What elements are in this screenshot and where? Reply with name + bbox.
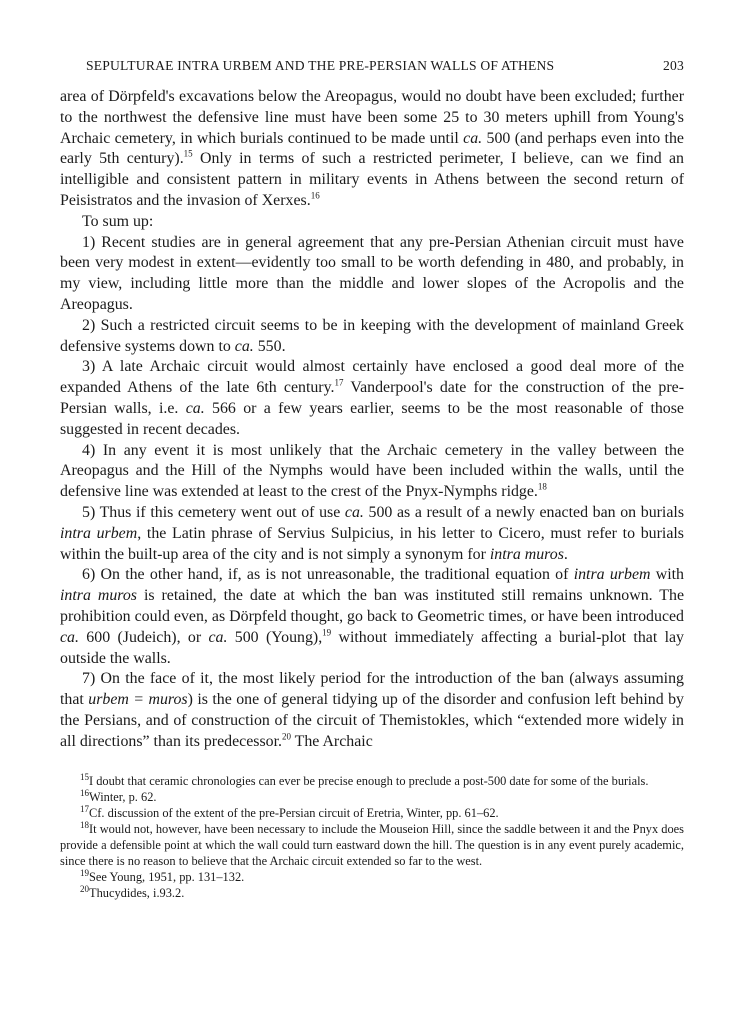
body-text xyxy=(60,87,684,753)
footnote: $^{15}$I doubt that ceramic chronologies can ever be precise enough to preclude a post-500 date for some of the burials. xyxy=(80,771,649,788)
running-title: SEPULTURAE INTRA URBEM AND THE PRE-PERSIAN WALLS OF ATHENS xyxy=(86,58,555,73)
running-head xyxy=(60,58,684,74)
footnote: $^{20}$Thucydides, i.93.2. xyxy=(80,883,185,900)
footnote: $^{18}$It would not, however, have been necessary to include the Mouseion Hill, since the saddle between it and the Pnyx does provide a defensible point at which the wall could turn eastward down the hill. The question is in any event purely academic, since there is no reason to believe that the Archaic circuit extended so far to the west. xyxy=(60,819,684,868)
footnotes xyxy=(60,773,684,901)
footnote-ref-17: 17 xyxy=(334,377,344,388)
footnote: $^{17}$Cf. discussion of the extent of the pre-Persian circuit of Eretria, Winter, pp. 61–62. xyxy=(80,803,499,820)
footnote-ref-18: 18 xyxy=(537,481,547,492)
paragraph-point-3: 3) A late Archaic circuit would almost certainly have enclosed a good deal more of the expanded Athens of the late 6th century.$^{17}$ Vanderpool's date for the construction of the pre-Persian walls, i.e. ca. 566 or a few years earlier, seems to be the most reasonable of those suggested in recent decades. xyxy=(60,358,684,438)
paragraph-point-1: 1) Recent studies are in general agreement that any pre-Persian Athenian circuit must have been very modest in extent—evidently too small to be worth defending in 480, and probably, in my view, including little more than the middle and lower slopes of the Acropolis and the Areopagus. xyxy=(60,233,684,313)
page xyxy=(60,58,684,901)
paragraph-point-6: 6) On the other hand, if, as is not unreasonable, the traditional equation of intra urbem with intra muros is retained, the date at which the ban was instituted still remains unknown. The prohibition could even, as Dörpfeld thought, go back to Geometric times, or have been introduced ca. 600 (Judeich), or ca. 500 (Young),$^{19}$ without immediately affecting a burial-plot that lay outside the walls. xyxy=(60,566,684,667)
paragraph-continued: area of Dörpfeld's excavations below the Areopagus, would no doubt have been excluded; further to the northwest the defensive line must have been some 25 to 30 meters uphill from Young's Archaic cemetery, in which burials continued to be made until ca. 500 (and perhaps even into the early 5th century).$^{15}$ Only in terms of such a restricted perimeter, I believe, can we find an intelligible and consistent pattern in military events in Athens between the second return of Peisistratos and the invasion of Xerxes.$^{16}$ xyxy=(60,88,684,209)
footnote: $^{16}$Winter, p. 62. xyxy=(80,787,157,804)
footnote-ref-15: 15 xyxy=(183,149,193,160)
footnote: $^{19}$See Young, 1951, pp. 131–132. xyxy=(80,867,245,884)
footnote-ref-16: 16 xyxy=(310,190,320,201)
footnote-ref-20: 20 xyxy=(281,731,291,742)
paragraph-sum-up: To sum up: xyxy=(82,212,154,230)
paragraph-point-4: 4) In any event it is most unlikely that the Archaic cemetery in the valley between the Areopagus and the Hill of the Nymphs would have been included within the walls, until the defensive line was extended at least to the crest of the Pnyx-Nymphs ridge.$^{18}$ xyxy=(60,441,684,501)
paragraph-point-2: 2) Such a restricted circuit seems to be in keeping with the development of mainland Greek defensive systems down to ca. 550. xyxy=(60,316,684,355)
footnote-ref-19: 19 xyxy=(322,627,332,638)
paragraph-point-7: 7) On the face of it, the most likely period for the introduction of the ban (always assuming that urbem = muros) is the one of general tidying up of the disorder and confusion left behind by the Persians, and of construction of the circuit of Themistokles, which “extended more widely in all directions” than its predecessor.$^{20}$ The Archaic xyxy=(60,670,684,750)
paragraph-point-5: 5) Thus if this cemetery went out of use ca. 500 as a result of a newly enacted ban on burials intra urbem, the Latin phrase of Servius Sulpicius, in his letter to Cicero, must refer to burials within the built-up area of the city and is not simply a synonym for intra muros. xyxy=(60,503,684,563)
page-number: 203 xyxy=(663,58,684,73)
